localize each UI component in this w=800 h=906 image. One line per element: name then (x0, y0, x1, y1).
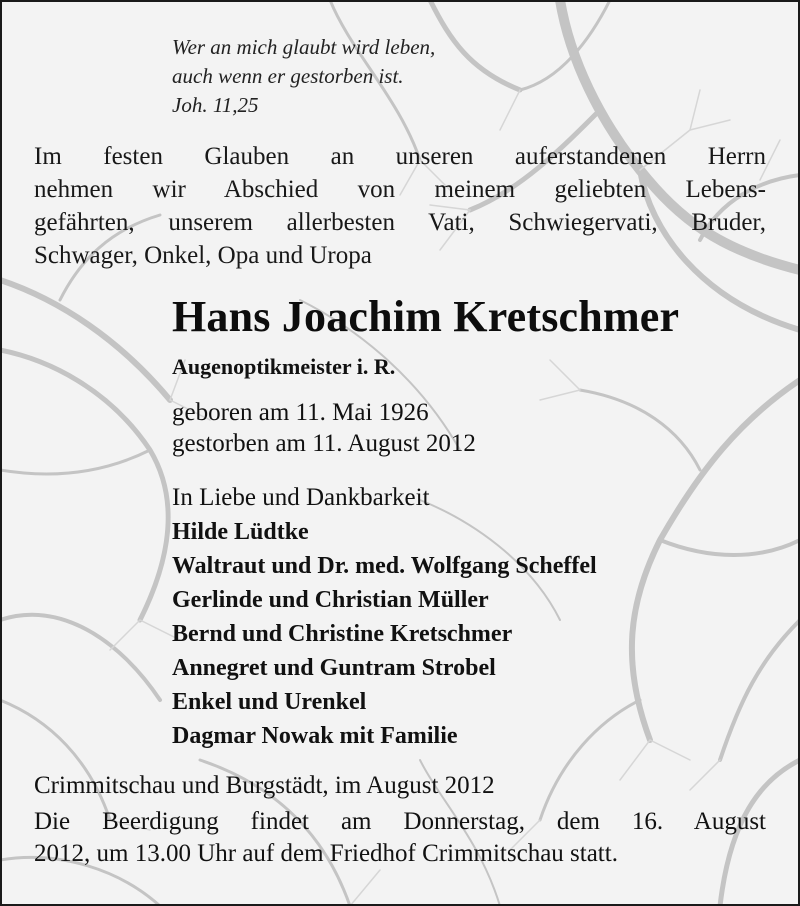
bible-verse (172, 33, 435, 120)
intro-line: gefährten, unserem allerbesten Vati, Schwiegervati, Bruder, (34, 209, 766, 236)
intro-paragraph (34, 140, 766, 272)
mourner-name: Waltraut und Dr. med. Wolfgang Scheffel (172, 553, 597, 579)
intro-line: Schwager, Onkel, Opa und Uropa (34, 242, 372, 269)
mourner-name: Bernd und Christine Kretschmer (172, 621, 513, 647)
verse-line: Wer an mich glaubt wird leben, (172, 35, 436, 59)
intro-line: Im festen Glauben an unseren auferstandenen Herrn (34, 143, 766, 170)
mourner-name: Enkel und Urenkel (172, 689, 367, 715)
mourner-name: Annegret und Guntram Strobel (172, 655, 496, 681)
death-date: gestorben am 11. August 2012 (172, 430, 476, 457)
mourner-name: Hilde Lüdtke (172, 519, 309, 545)
mourners-lead: In Liebe und Dankbarkeit (172, 484, 430, 511)
verse-reference: Joh. 11,25 (172, 93, 259, 117)
intro-line: nehmen wir Abschied von meinem geliebten Lebens- (34, 176, 766, 203)
verse-line: auch wenn er gestorben ist. (172, 64, 404, 88)
funeral-notice (34, 806, 766, 870)
place-and-date: Crimmitschau und Burgstädt, im August 2012 (34, 772, 495, 799)
mourner-name: Dagmar Nowak mit Familie (172, 723, 458, 749)
life-dates (172, 397, 476, 459)
deceased-profession: Augenoptikmeister i. R. (172, 354, 396, 379)
funeral-line: Die Beerdigung findet am Donnerstag, dem 16. August (34, 808, 766, 835)
birth-date: geboren am 11. Mai 1926 (172, 399, 429, 426)
mourner-name: Gerlinde und Christian Müller (172, 587, 489, 613)
funeral-line: 2012, um 13.00 Uhr auf dem Friedhof Crimmitschau statt. (34, 840, 618, 867)
mourners-list (172, 481, 597, 753)
deceased-name: Hans Joachim Kretschmer (172, 292, 680, 341)
